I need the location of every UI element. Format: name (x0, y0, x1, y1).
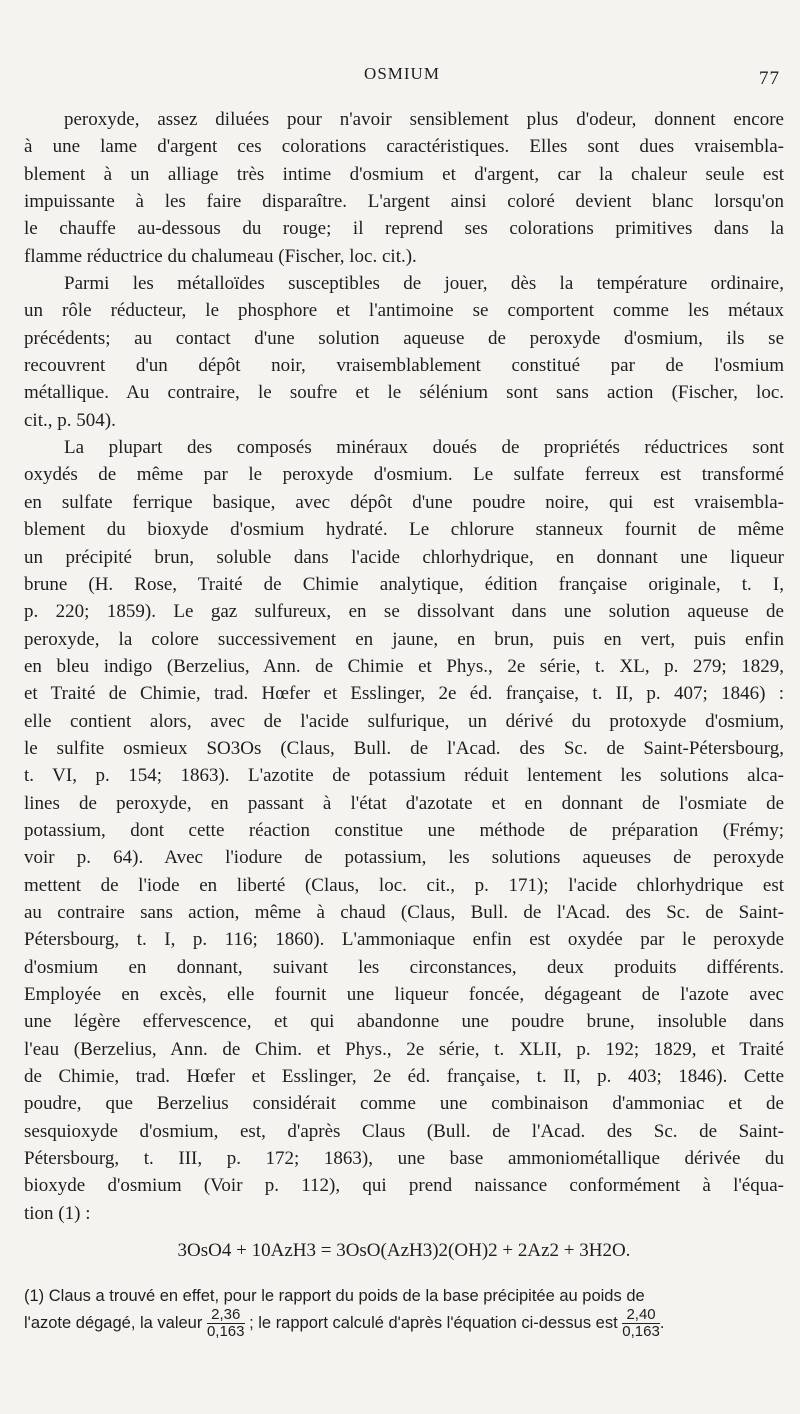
text-line: oxydés de même par le peroxyde d'osmium. Le sulfate ferreux est transformé (24, 464, 784, 486)
fraction-numerator: 2,36 (207, 1307, 245, 1324)
text-line: une légère effervescence, et qui abandonne une poudre brune, insoluble dans (24, 1011, 784, 1033)
text-line: métallique. Au contraire, le soufre et le sélénium sont sans action (Fischer, loc. (24, 382, 784, 404)
text-line: mettent de l'iode en liberté (Claus, loc. cit., p. 171); l'acide chlorhydrique est (24, 874, 784, 896)
text-line: Parmi les métalloïdes susceptibles de jouer, dès la température ordinaire, (64, 273, 784, 295)
text-line: tion (1) : (24, 1202, 91, 1224)
body-text (24, 106, 784, 1271)
text-line: peroxyde, la colore successivement en jaune, en brun, puis en vert, puis enfin (24, 628, 784, 650)
footnote (24, 1285, 784, 1340)
fraction-calculated (622, 1307, 660, 1340)
running-title: OSMIUM (364, 64, 440, 83)
fraction-numerator: 2,40 (622, 1307, 660, 1324)
fraction-observed (207, 1307, 245, 1340)
text-line: un rôle réducteur, le phosphore et l'antimoine se comportent comme les métaux (24, 300, 784, 322)
text-line: lines de peroxyde, en passant à l'état d'azotate et en donnant de l'osmiate de (24, 792, 784, 814)
text-line: blement du bioxyde d'osmium hydraté. Le chlorure stanneux fournit de même (24, 519, 784, 541)
text-line: peroxyde, assez diluées pour n'avoir sensiblement plus d'odeur, donnent encore (64, 109, 784, 130)
page-number: 77 (759, 68, 780, 89)
paragraph (24, 106, 784, 270)
chemical-equation: 3OsO4 + 10AzH3 = 3OsO(AzH3)2(OH)2 + 2Az2 + 3H2O. (177, 1240, 631, 1262)
fraction-denominator: 0,163 (622, 1323, 660, 1340)
text-line: en sulfate ferrique basique, avec dépôt d'une poudre noire, qui est vraisembla- (24, 491, 784, 513)
text-line: un précipité brun, soluble dans l'acide chlorhydrique, en donnant une liqueur (24, 546, 784, 568)
text-line: brune (H. Rose, Traité de Chimie analytique, édition française originale, t. I, (24, 573, 784, 595)
text-line: le chauffe au-dessous du rouge; il reprend ses colorations primitives dans la (24, 218, 784, 240)
text-line: l'eau (Berzelius, Ann. de Chim. et Phys., 2e série, t. XLII, p. 192; 1829, et Traité (24, 1038, 784, 1060)
text-line: t. VI, p. 154; 1863). L'azotite de potassium réduit lentement les solutions alca- (24, 765, 784, 787)
text-line: Employée en excès, elle fournit une liqueur foncée, dégageant de l'azote avec (24, 984, 784, 1005)
text-line: impuissante à les faire disparaître. L'argent ainsi coloré devient blanc lorsqu'on (24, 191, 784, 213)
text-line: et Traité de Chimie, trad. Hœfer et Esslinger, 2e éd. française, t. II, p. 407; 1846) : (24, 683, 784, 705)
text-line: d'osmium en donnant, suivant les circonstances, deux produits différents. (24, 956, 784, 978)
text-line: Pétersbourg, t. I, p. 116; 1860). L'ammoniaque enfin est oxydée par le peroxyde (24, 929, 784, 951)
text-line: blement à un alliage très intime d'osmium et d'argent, car la chaleur seule est (24, 163, 784, 185)
text-line: elle contient alors, avec de l'acide sulfurique, un dérivé du protoxyde d'osmium, (24, 710, 784, 732)
text-line: à une lame d'argent ces colorations caractéristiques. Elles sont dues vraisembla- (24, 136, 784, 158)
text-line: p. 220; 1859). Le gaz sulfureux, en se dissolvant dans une solution aqueuse de (24, 601, 784, 623)
footnote-text-b: ; le rapport calculé d'après l'équation ci-dessus est (249, 1313, 618, 1332)
text-line: le sulfite osmieux SO3Os (Claus, Bull. de l'Acad. des Sc. de Saint-Pétersbourg, (24, 737, 784, 759)
text-line: bioxyde d'osmium (Voir p. 112), qui prend naissance conformément à l'équa- (24, 1175, 784, 1197)
paragraph (24, 434, 784, 1227)
footnote-text-c: . (659, 1313, 665, 1332)
text-line: en bleu indigo (Berzelius, Ann. de Chimie et Phys., 2e série, t. XL, p. 279; 1829, (24, 655, 784, 677)
text-line: cit., p. 504). (24, 409, 116, 431)
text-line: voir p. 64). Avec l'iodure de potassium, les solutions aqueuses de peroxyde (24, 847, 784, 869)
footnote-line-1: (1) Claus a trouvé en effet, pour le rapport du poids de la base précipitée au poids de (24, 1287, 645, 1305)
text-line: potassium, dont cette réaction constitue une méthode de préparation (Frémy; (24, 819, 784, 841)
text-line: recouvrent d'un dépôt noir, vraisemblablement constitué par de l'osmium (24, 355, 784, 377)
text-line: de Chimie, trad. Hœfer et Esslinger, 2e éd. française, t. II, p. 403; 1846). Cette (24, 1066, 784, 1088)
text-line: poudre, que Berzelius considérait comme une combinaison d'ammoniac et de (24, 1093, 784, 1115)
text-line: flamme réductrice du chalumeau (Fischer, loc. cit.). (24, 245, 417, 267)
page-header (24, 64, 780, 88)
text-line: sesquioxyde d'osmium, est, d'après Claus (Bull. de l'Acad. des Sc. de Saint- (24, 1120, 784, 1142)
text-line: au contraire sans action, même à chaud (Claus, Bull. de l'Acad. des Sc. de Saint- (24, 901, 784, 923)
footnote-text-a: l'azote dégagé, la valeur (24, 1313, 203, 1332)
paragraph (24, 270, 784, 434)
footnote-line-2 (24, 1307, 784, 1340)
text-line: La plupart des composés minéraux doués de propriétés réductrices sont (64, 437, 784, 459)
text-line: Pétersbourg, t. III, p. 172; 1863), une base ammoniométallique dérivée du (24, 1148, 784, 1170)
text-line: précédents; au contact d'une solution aqueuse de peroxyde d'osmium, ils se (24, 327, 784, 349)
fraction-denominator: 0,163 (206, 1323, 245, 1340)
